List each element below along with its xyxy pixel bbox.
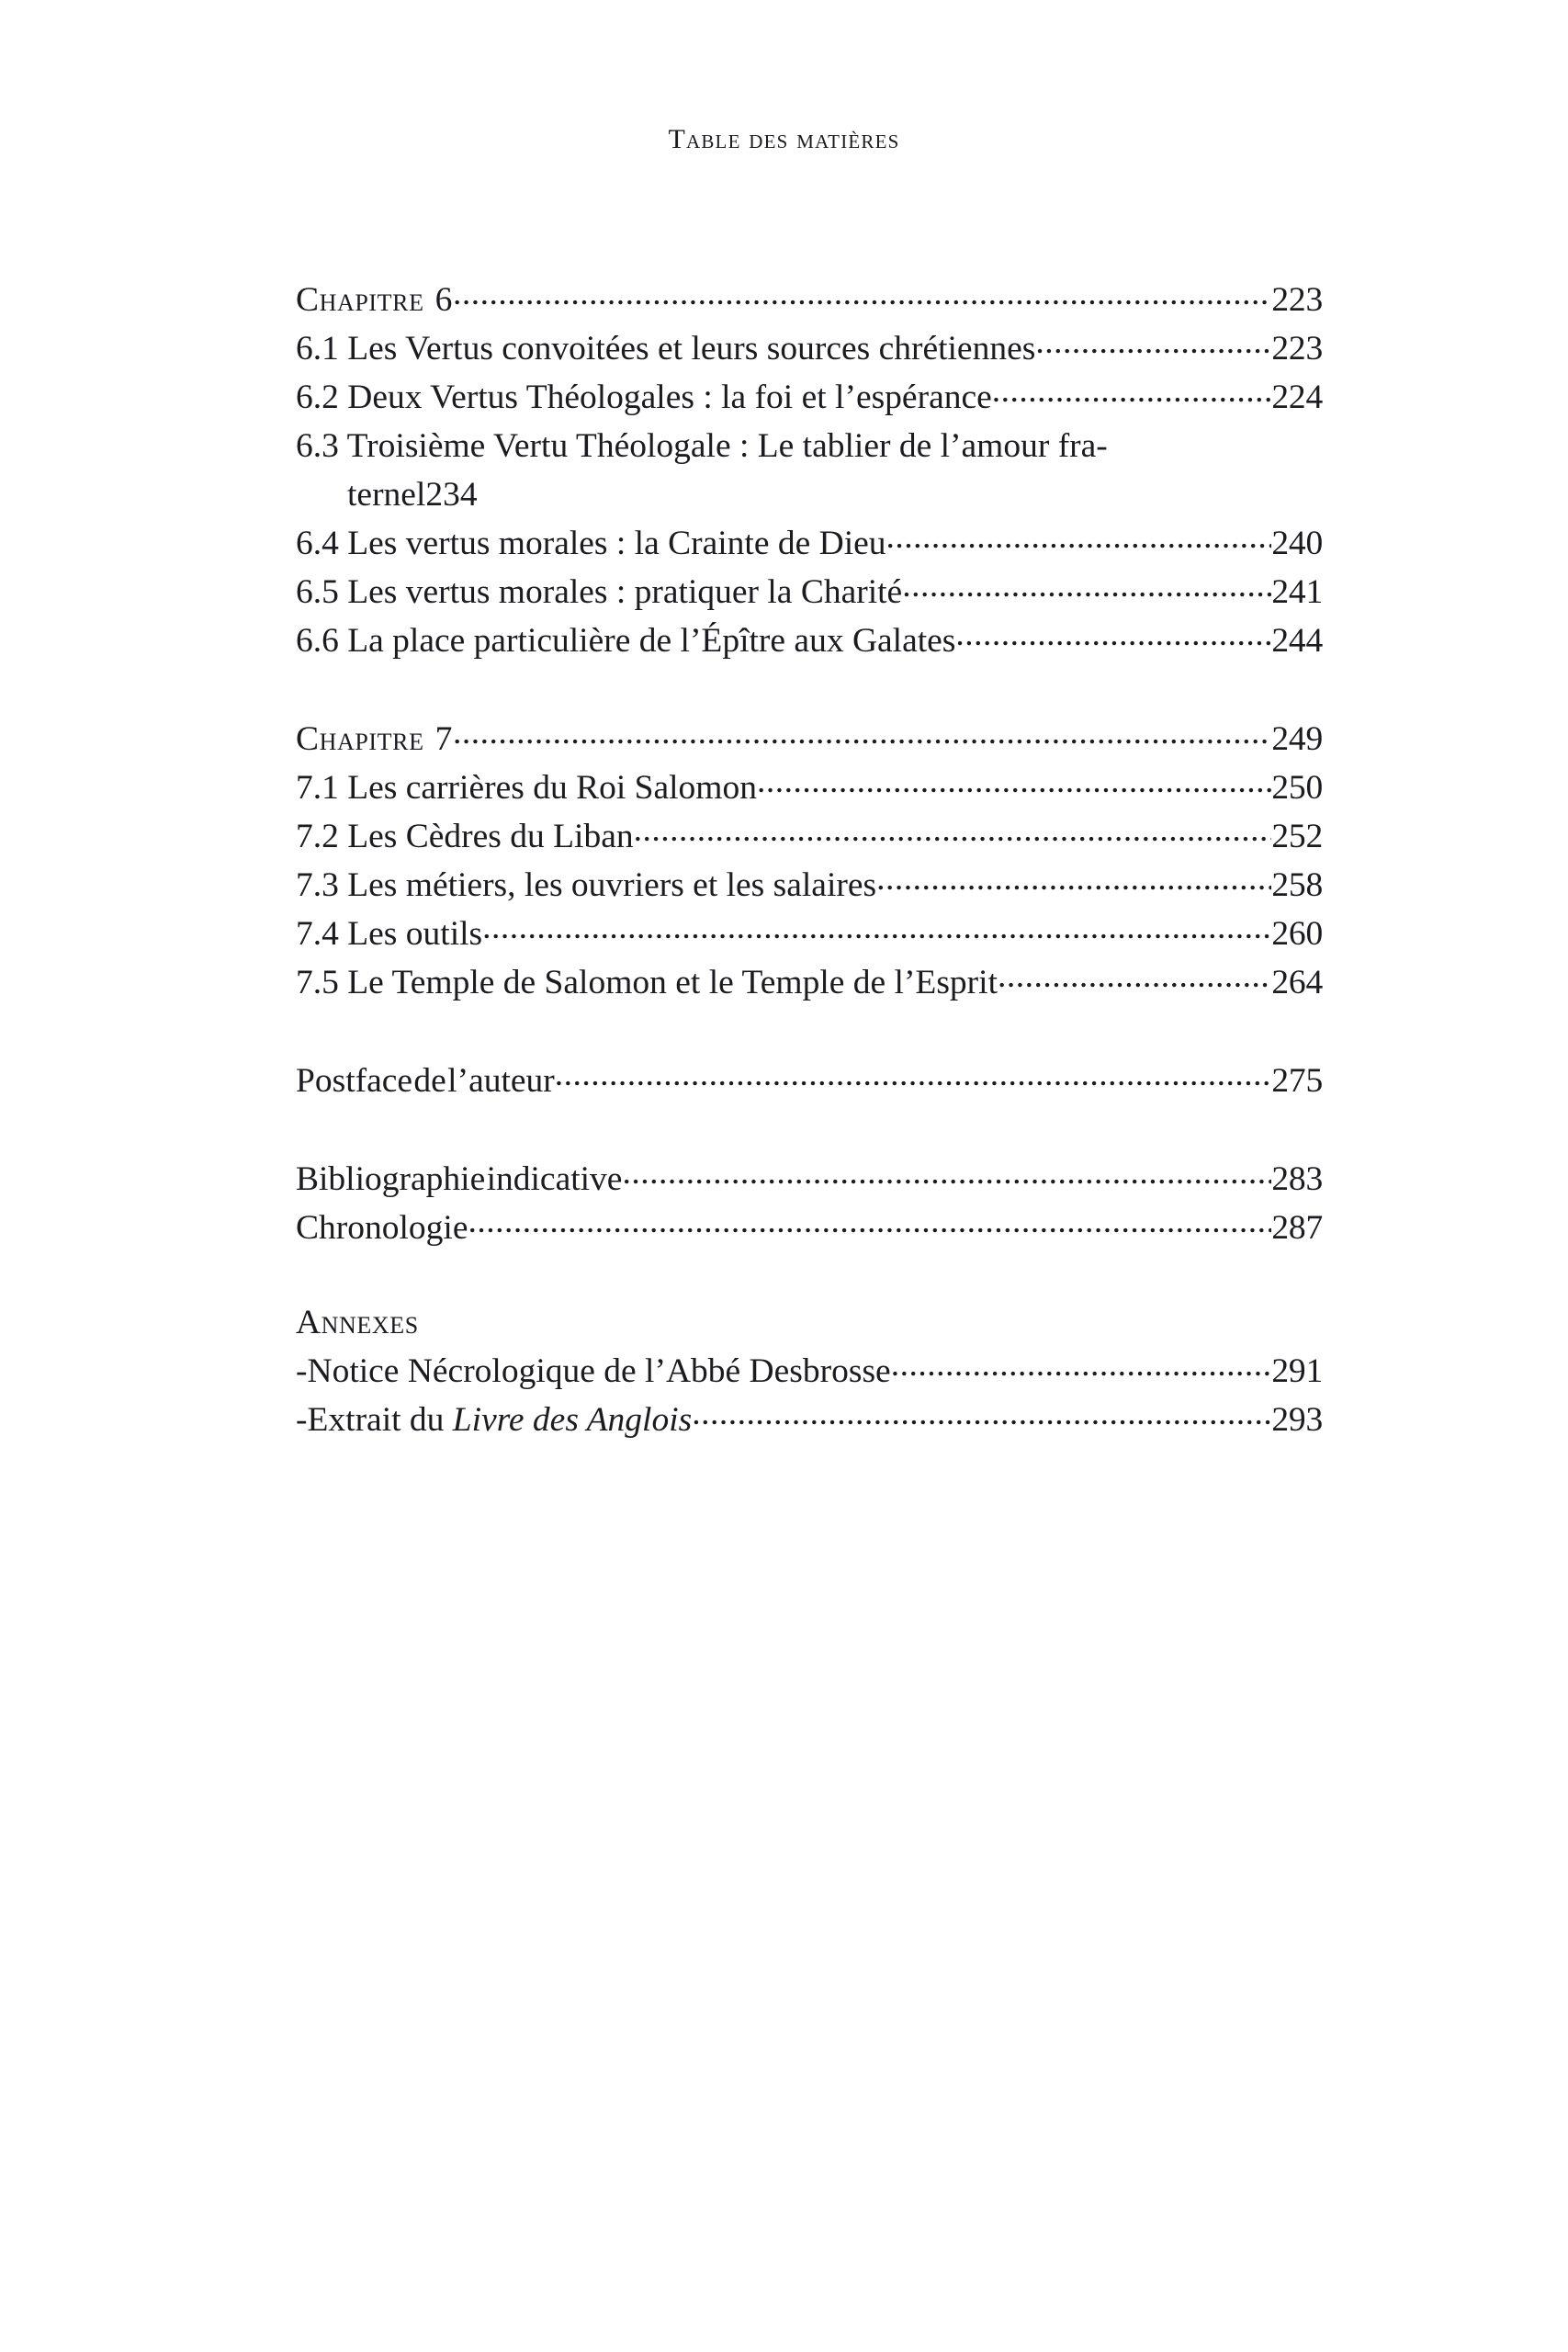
dot-leader [453, 277, 1271, 311]
toc-entry-6-1[interactable] [296, 324, 1323, 373]
toc-entry-title: 7.1 Les carrières du Roi Salomon [296, 769, 757, 807]
toc-entry-7-1[interactable] [296, 763, 1323, 812]
spacer [296, 665, 1323, 715]
toc-entry-7-4[interactable] [296, 910, 1323, 958]
dot-leader [955, 617, 1271, 652]
toc-entry-title: Chapitre 6 [296, 281, 453, 319]
dot-leader [634, 813, 1272, 848]
toc-entry-title: 7.4 Les outils [296, 915, 483, 953]
toc-entry-page: 223 [1271, 281, 1323, 319]
annexes-heading: Annexes [296, 1304, 419, 1341]
toc-entry-page: 287 [1271, 1209, 1323, 1247]
toc-entry-page: 293 [1271, 1401, 1323, 1439]
toc-entry-chapter-6[interactable] [296, 276, 1323, 324]
toc-entry-title: Chronologie [296, 1209, 468, 1247]
back-matter-block [296, 1057, 1323, 1105]
toc-entry-postface[interactable] [296, 1057, 1323, 1105]
toc-entry-title: 6.2 Deux Vertus Théologales : la foi et l’espérance [296, 379, 992, 416]
toc-entry-page: 275 [1271, 1062, 1323, 1100]
toc-entry-title: -Notice Nécrologique de l’Abbé Desbrosse [296, 1352, 891, 1390]
chapter-6-block [296, 276, 1323, 665]
toc-entry-page: 252 [1271, 818, 1323, 855]
toc-entry-page: 264 [1271, 964, 1323, 1001]
toc-entry-page: 224 [1271, 379, 1323, 416]
toc-entry-continuation [296, 470, 1323, 519]
toc-entry-title: 6.5 Les vertus morales : pratiquer la Charité [296, 573, 903, 611]
toc-entry-title: 7.5 Le Temple de Salomon et le Temple de l’Esprit [296, 964, 998, 1001]
toc-entry-7-2[interactable] [296, 812, 1323, 861]
running-head: Table des matières [668, 124, 900, 154]
dot-leader [886, 520, 1272, 555]
toc-entry-page: 249 [1271, 720, 1323, 758]
toc-entry-title: Chapitre 7 [296, 720, 453, 758]
dot-leader [902, 569, 1271, 604]
toc-entry-chronologie[interactable] [296, 1204, 1323, 1252]
toc-entry-title: Postface de l’auteur [296, 1062, 555, 1100]
dot-leader [622, 1156, 1271, 1191]
toc-entry-page: 241 [1271, 573, 1323, 611]
toc-entry-6-3[interactable] [296, 422, 1323, 519]
toc-entry-page: 240 [1271, 525, 1323, 562]
chapter-7-block [296, 715, 1323, 1007]
toc-entry-title-italic: Livre des Anglois [452, 1401, 693, 1439]
dot-leader [482, 910, 1271, 945]
spacer [296, 1105, 1323, 1155]
toc-entry-page: 283 [1271, 1160, 1323, 1198]
reference-matter-block [296, 1155, 1323, 1252]
toc-entry-page: 291 [1271, 1352, 1323, 1390]
dot-leader [891, 1348, 1272, 1383]
toc-entry-page: 234 [425, 476, 478, 514]
toc-entry-title: -Extrait du Livre des Anglois [296, 1401, 693, 1439]
toc-entry-chapter-7[interactable] [296, 715, 1323, 763]
spacer [296, 1252, 1323, 1298]
dot-leader [468, 1204, 1271, 1239]
toc-entry-title: 7.3 Les métiers, les ouvriers et les salaires [296, 866, 877, 904]
toc-entry-page: 244 [1271, 622, 1323, 660]
annexes-block [296, 1298, 1323, 1444]
table-of-contents [296, 276, 1323, 1444]
toc-entry-title: 7.2 Les Cèdres du Liban [296, 818, 634, 855]
toc-entry-7-5[interactable] [296, 958, 1323, 1007]
dot-leader [998, 959, 1271, 994]
toc-entry-page: 223 [1271, 330, 1323, 368]
toc-entry-title: 6.6 La place particulière de l’Épître aux Galates [296, 622, 956, 660]
dot-leader [992, 374, 1272, 409]
dot-leader [453, 716, 1271, 751]
toc-entry-title: 6.4 Les vertus morales : la Crainte de Dieu [296, 525, 886, 562]
toc-entry-6-6[interactable] [296, 616, 1323, 665]
toc-entry-page: 250 [1271, 769, 1323, 807]
toc-entry-annexe-extrait[interactable] [296, 1396, 1323, 1444]
toc-entry-title: Bibliographie indicative [296, 1160, 623, 1198]
toc-entry-6-2[interactable] [296, 373, 1323, 422]
toc-entry-annexe-notice[interactable] [296, 1347, 1323, 1396]
toc-entry-title-line-2: ternel [347, 476, 426, 514]
dot-leader [692, 1396, 1271, 1431]
toc-entry-6-5[interactable] [296, 568, 1323, 616]
toc-entry-6-4[interactable] [296, 519, 1323, 568]
toc-entry-7-3[interactable] [296, 861, 1323, 910]
toc-entry-page: 260 [1271, 915, 1323, 953]
dot-leader [1035, 325, 1271, 360]
toc-entry-bibliographie[interactable] [296, 1155, 1323, 1204]
dot-leader [555, 1057, 1272, 1092]
spacer [296, 1007, 1323, 1057]
toc-entry-title: 6.1 Les Vertus convoitées et leurs sources chrétiennes [296, 330, 1036, 368]
dot-leader [757, 764, 1271, 799]
dot-leader [876, 862, 1271, 897]
toc-entry-page: 258 [1271, 866, 1323, 904]
toc-entry-title-line-1: 6.3 Troisième Vertu Théologale : Le tablier de l’amour fra- [296, 427, 1108, 465]
